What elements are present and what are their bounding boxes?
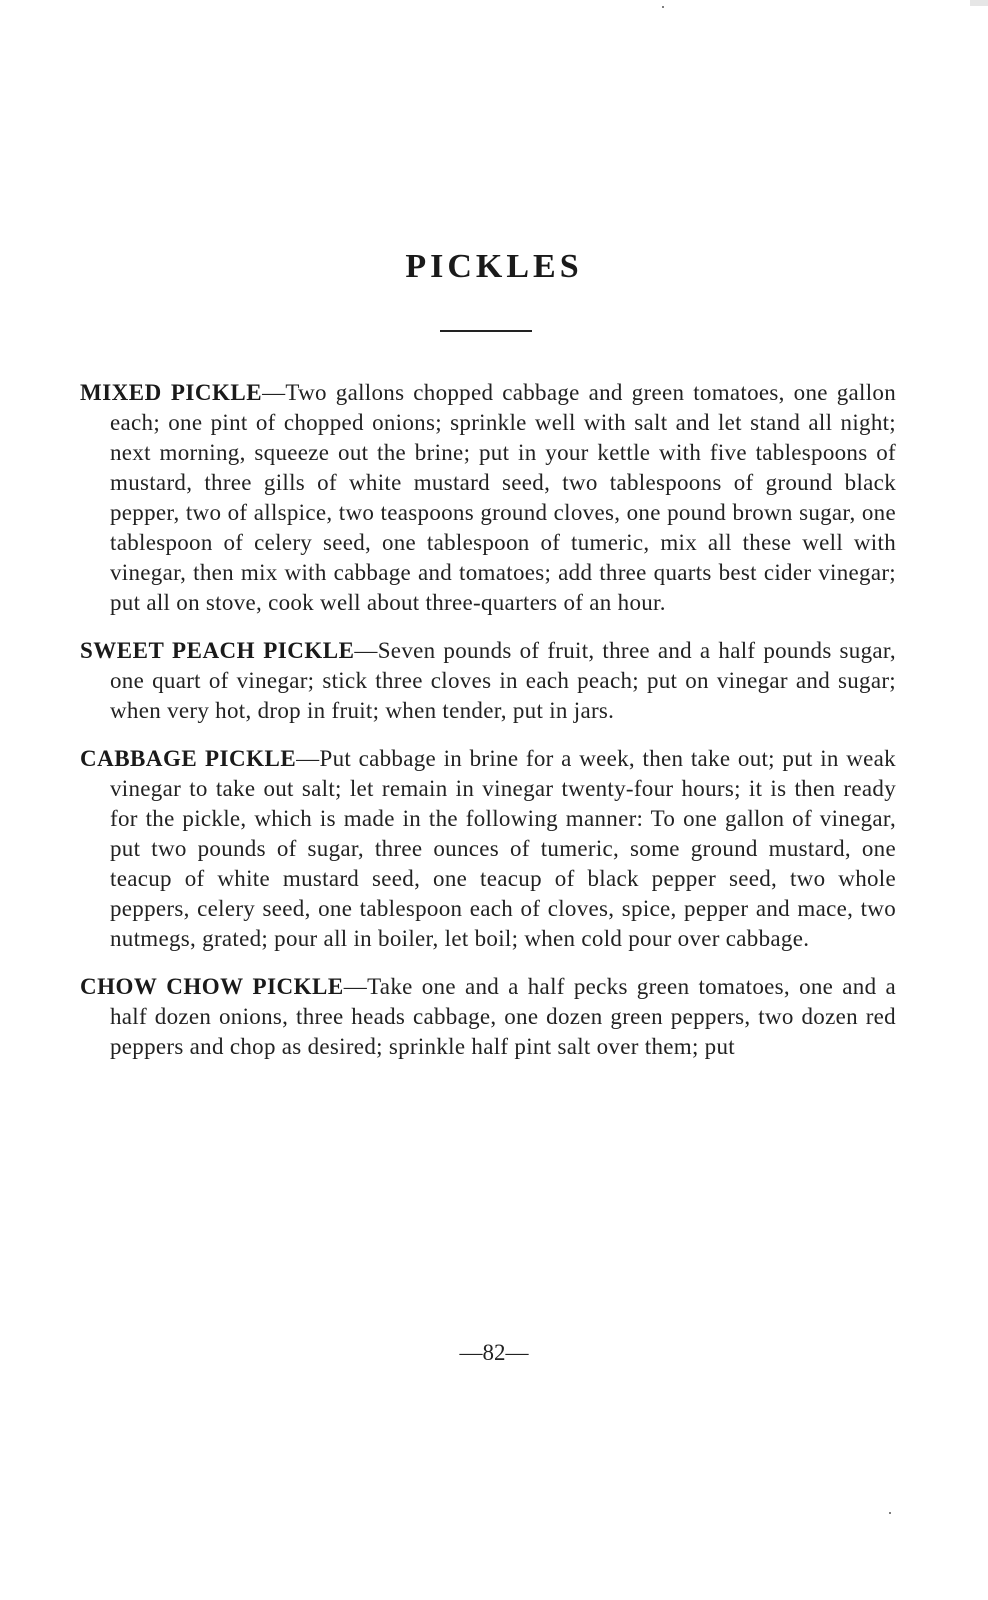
recipe-name: SWEET PEACH PICKLE — [80, 638, 355, 663]
recipe-name: CHOW CHOW PICKLE — [80, 974, 344, 999]
recipe-sweet-peach-pickle — [80, 636, 896, 726]
recipe-name: CABBAGE PICKLE — [80, 746, 297, 771]
page-title: PICKLES — [405, 248, 583, 285]
scan-speck — [662, 6, 664, 8]
recipe-text: Two gallons chopped cabbage and green tomatoes, one gallon each; one pint of chopped onions; sprinkle well with salt and let stand all night; next morning, squeeze out the brine; put in your kettle with five tablespoons of mustard, three gills of white mustard seed, two tablespoons of ground black pepper, two of allspice, two teaspoons ground cloves, one pound brown sugar, one tablespoon of celery seed, one tablespoon of tumeric, mix all these well with vinegar, then mix with cabbage and tomatoes; add three quarts best cider vinegar; put all on stove, cook well about three-quarters of an hour. — [110, 380, 896, 615]
recipe-text: Seven pounds of fruit, three and a half pounds sugar, one quart of vinegar; stick three cloves in each peach; put on vinegar and sugar; when very hot, drop in fruit; when tender, put in jars. — [110, 638, 896, 723]
recipe-name: MIXED PICKLE — [80, 380, 263, 405]
recipe-text: Take one and a half pecks green tomatoes, one and a half dozen onions, three heads cabbage, one dozen green peppers, two dozen red peppers and chop as desired; sprinkle half pint salt over them; put — [110, 974, 896, 1059]
scan-edge-mark — [970, 0, 988, 6]
recipe-separator: — — [354, 638, 378, 663]
recipe-list — [80, 378, 896, 1080]
recipe-text: Put cabbage in brine for a week, then take out; put in weak vinegar to take out salt; let remain in vinegar twenty-four hours; it is then ready for the pickle, which is made in the following manner: To one gallon of vinegar, put two pounds of sugar, three ounces of tumeric, some ground mustard, one teacup of white mustard seed, one teacup of black pepper seed, two whole peppers, celery seed, one tablespoon each of cloves, spice, pepper and mace, two nutmegs, grated; pour all in boiler, let boil; when cold pour over cabbage. — [110, 746, 896, 951]
recipe-separator: — — [343, 974, 368, 999]
recipe-mixed-pickle — [80, 378, 896, 618]
scan-speck — [889, 1512, 891, 1514]
recipe-separator: — — [262, 380, 286, 405]
title-divider — [440, 330, 532, 332]
page-number: —82— — [459, 1340, 529, 1365]
recipe-separator: — — [296, 746, 320, 771]
recipe-cabbage-pickle — [80, 744, 896, 954]
recipe-chow-chow-pickle — [80, 972, 896, 1062]
